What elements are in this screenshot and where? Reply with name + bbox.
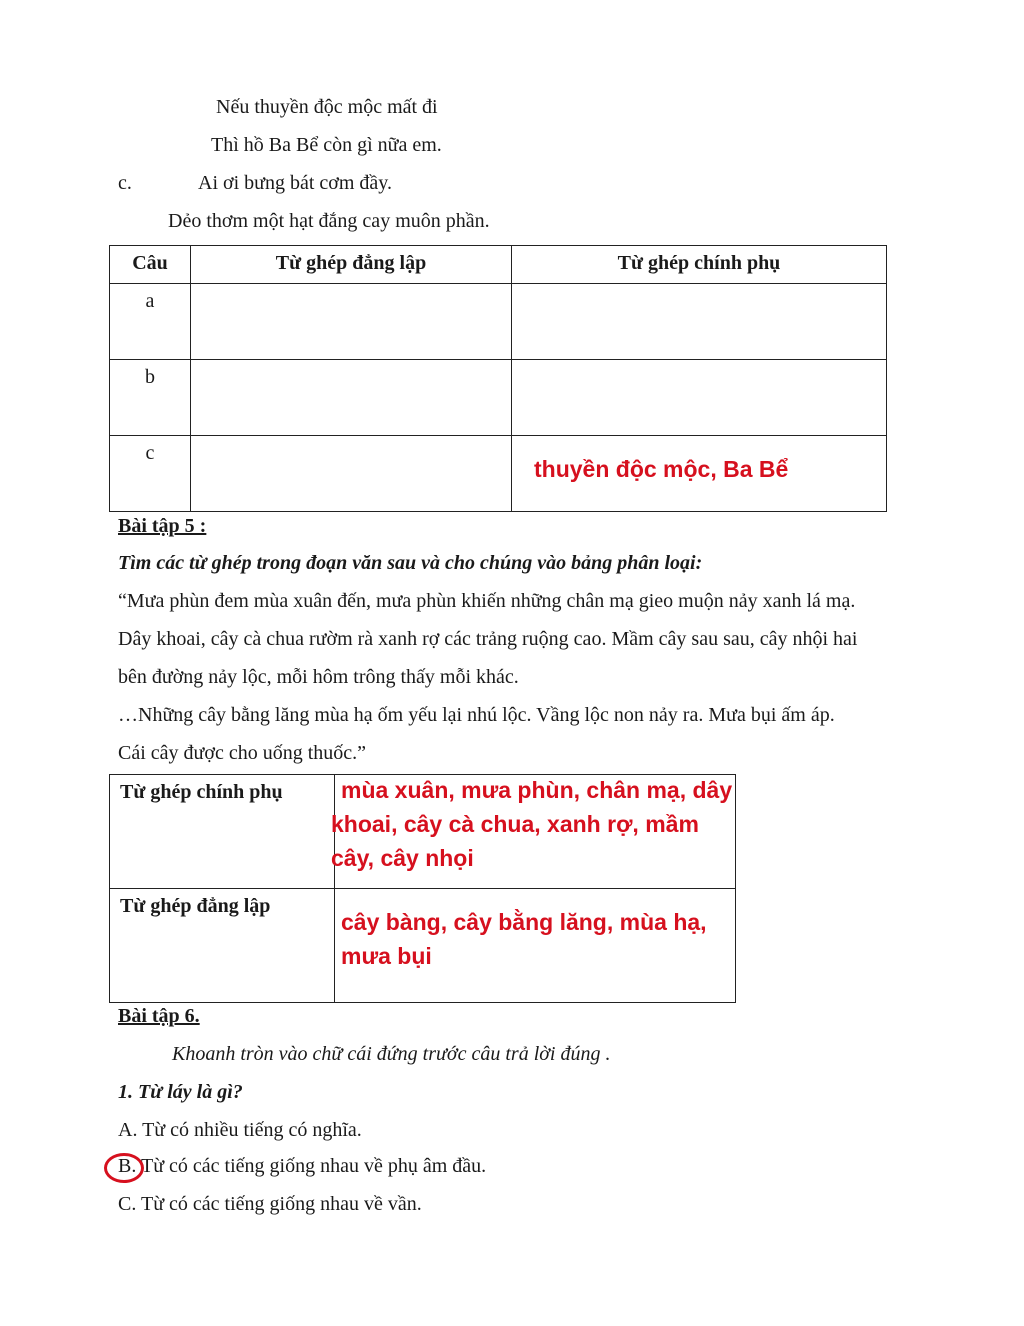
exercise-5-title: Bài tập 5 : — [118, 515, 207, 537]
poem-line-1: Nếu thuyền độc mộc mất đi — [216, 96, 438, 118]
poem-line-4: Dẻo thơm một hạt đắng cay muôn phần. — [168, 210, 490, 232]
exercise-6-instruction: Khoanh tròn vào chữ cái đứng trước câu trả lời đúng . — [172, 1043, 611, 1065]
table-row — [110, 889, 736, 1003]
table2-row2-label: Từ ghép đẳng lập — [110, 889, 335, 1003]
poem-line-2: Thì hồ Ba Bể còn gì nữa em. — [211, 134, 442, 156]
passage-line-5: Cái cây được cho uống thuốc.” — [118, 742, 367, 764]
answer-chinh-phu-line-2: khoai, cây cà chua, xanh rợ, mầm — [331, 811, 699, 837]
table-row — [110, 775, 736, 889]
question-1: 1. Từ láy là gì? — [118, 1081, 243, 1103]
table1-row-c-label: c — [110, 436, 191, 512]
passage-line-4: …Những cây bằng lăng mùa hạ ốm yếu lại nhú lộc. Vầng lộc non nảy ra. Mưa bụi ấm áp. — [118, 704, 835, 726]
table-row — [110, 360, 887, 436]
option-a: A. Từ có nhiều tiếng có nghĩa. — [118, 1119, 362, 1141]
answer-dang-lap-line-2: mưa bụi — [341, 943, 432, 969]
passage-line-1: “Mưa phùn đem mùa xuân đến, mưa phùn khiến những chân mạ gieo muộn nảy xanh lá mạ. — [118, 590, 856, 612]
option-c: C. Từ có các tiếng giống nhau về vần. — [118, 1193, 422, 1215]
table1-row-b-dang-lap — [191, 360, 512, 436]
table1-row-b-chinh-phu — [512, 360, 887, 436]
answer-chinh-phu-line-1: mùa xuân, mưa phùn, chân mạ, dây — [341, 777, 733, 803]
answer-circle-mark — [104, 1153, 144, 1183]
table2-row1-label: Từ ghép chính phụ — [110, 775, 335, 889]
table1-row-c-dang-lap — [191, 436, 512, 512]
table-row — [110, 436, 887, 512]
exercise-6-title: Bài tập 6. — [118, 1005, 200, 1027]
handwritten-answer-c: thuyền độc mộc, Ba Bể — [534, 456, 789, 482]
poem-line-3: Ai ơi bưng bát cơm đầy. — [198, 172, 392, 194]
answer-chinh-phu-line-3: cây, cây nhọi — [331, 845, 474, 871]
table1-row-b-label: b — [110, 360, 191, 436]
table1-row-c-chinh-phu — [512, 436, 887, 512]
classification-table-2 — [109, 774, 736, 1003]
table1-row-a-dang-lap — [191, 284, 512, 360]
option-b: B. Từ có các tiếng giống nhau về phụ âm đầu. — [118, 1155, 487, 1177]
table-row — [110, 284, 887, 360]
poem-c-label: c. — [118, 172, 132, 194]
table1-header-chinh-phu: Từ ghép chính phụ — [512, 246, 887, 284]
table1-header-cau: Câu — [110, 246, 191, 284]
table1-row-a-chinh-phu — [512, 284, 887, 360]
exercise-5-instruction: Tìm các từ ghép trong đoạn văn sau và cho chúng vào bảng phân loại: — [118, 552, 703, 574]
table1-header-dang-lap: Từ ghép đẳng lập — [191, 246, 512, 284]
passage-line-2: Dây khoai, cây cà chua rườm rà xanh rợ các trảng ruộng cao. Mầm cây sau sau, cây nhội hai — [118, 628, 858, 650]
classification-table-1 — [109, 245, 887, 512]
table2-row1-answer — [331, 775, 736, 889]
passage-line-3: bên đường nảy lộc, mỗi hôm trông thấy mỗi khác. — [118, 666, 519, 688]
table2-row2-answer — [335, 889, 736, 1003]
answer-dang-lap-line-1: cây bàng, cây bằng lăng, mùa hạ, — [341, 909, 707, 935]
table1-row-a-label: a — [110, 284, 191, 360]
